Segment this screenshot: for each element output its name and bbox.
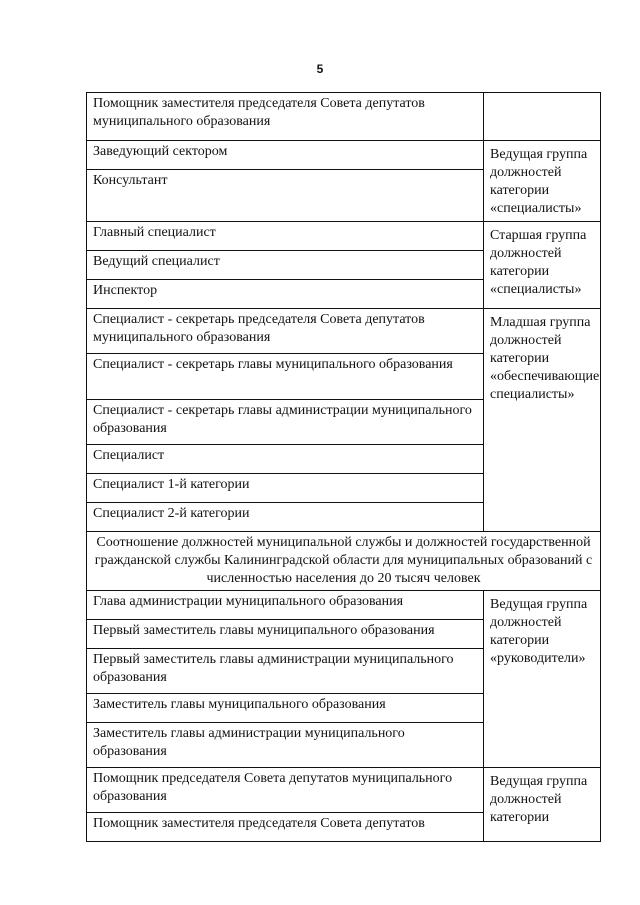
table-row xyxy=(87,222,601,251)
table-row xyxy=(87,309,601,354)
position-cell: Первый заместитель главы администрации муниципального образования xyxy=(87,649,484,694)
group-cell: Старшая группа должностей категории «специалисты» xyxy=(484,222,601,309)
table-row xyxy=(87,93,601,141)
group-cell: Ведущая группа должностей категории xyxy=(484,768,601,842)
group-cell: Ведущая группа должностей категории «специалисты» xyxy=(484,141,601,222)
position-cell: Главный специалист xyxy=(87,222,484,251)
position-cell: Специалист - секретарь главы муниципального образования xyxy=(87,354,484,400)
position-cell: Ведущий специалист xyxy=(87,251,484,280)
position-cell: Заведующий сектором xyxy=(87,141,484,170)
group-cell: Ведущая группа должностей категории «руководители» xyxy=(484,591,601,768)
position-cell: Заместитель главы администрации муниципального образования xyxy=(87,723,484,768)
position-cell: Первый заместитель главы муниципального образования xyxy=(87,620,484,649)
table-row xyxy=(87,141,601,170)
position-cell: Специалист 2-й категории xyxy=(87,503,484,532)
position-cell: Помощник председателя Совета депутатов муниципального образования xyxy=(87,768,484,813)
page-number: 5 xyxy=(316,62,324,76)
position-cell: Помощник заместителя председателя Совета депутатов xyxy=(87,813,484,842)
table-row xyxy=(87,768,601,813)
position-cell: Специалист - секретарь главы администрации муниципального образования xyxy=(87,400,484,445)
group-cell: Младшая группа должностей категории «обеспечивающие специалисты» xyxy=(484,309,601,532)
position-cell: Консультант xyxy=(87,170,484,222)
section-heading: Соотношение должностей муниципальной службы и должностей государственной гражданской службы Калининградской области для муниципальных образований с численностью населения до 20 тысяч человек xyxy=(87,532,601,591)
position-cell: Глава администрации муниципального образования xyxy=(87,591,484,620)
position-cell: Специалист 1-й категории xyxy=(87,474,484,503)
position-cell: Помощник заместителя председателя Совета депутатов муниципального образования xyxy=(87,93,484,141)
position-cell: Специалист xyxy=(87,445,484,474)
table-row xyxy=(87,532,601,591)
group-cell xyxy=(484,93,601,141)
positions-table xyxy=(86,92,601,842)
position-cell: Специалист - секретарь председателя Совета депутатов муниципального образования xyxy=(87,309,484,354)
table-row xyxy=(87,591,601,620)
position-cell: Инспектор xyxy=(87,280,484,309)
position-cell: Заместитель главы муниципального образования xyxy=(87,694,484,723)
